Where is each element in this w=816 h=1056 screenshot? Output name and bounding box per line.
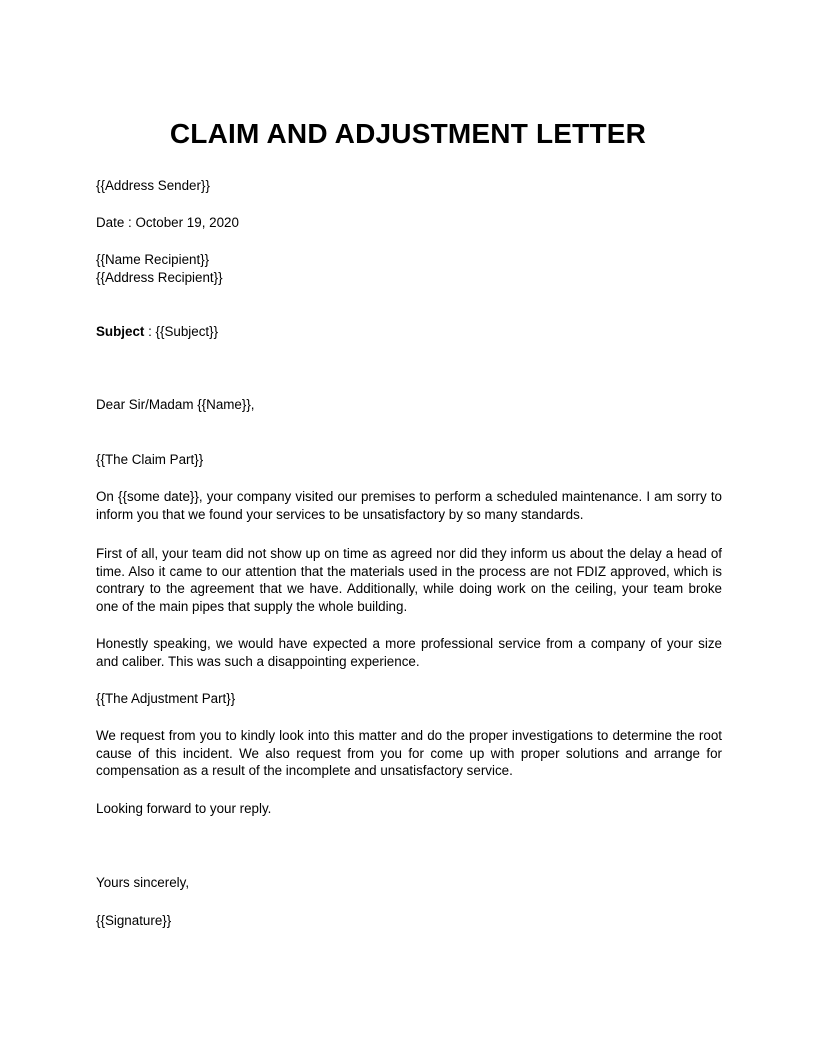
claim-paragraph-2: First of all, your team did not show up on time as agreed nor did they inform us about the delay a head of time. Also it came to our attention that the materials used in the process are not FDIZ approved, which is contrary to the agreement that we have. Additionally, while doing work on the ceiling, your team broke one of the main pipes that supply the whole building. — [96, 546, 722, 614]
recipient-name: {{Name Recipient}} — [96, 252, 210, 267]
recipient-address: {{Address Recipient}} — [96, 270, 223, 285]
claim-heading: {{The Claim Part}} — [96, 452, 204, 467]
subject-line — [96, 323, 722, 341]
claim-paragraph-1: On {{some date}}, your company visited our premises to perform a scheduled maintenance. I am sorry to inform you that we found your services to be unsatisfactory by so many standards. — [96, 489, 722, 522]
subject-label: Subject — [96, 324, 145, 339]
letter-title: CLAIM AND ADJUSTMENT LETTER — [169, 118, 647, 149]
subject-value: : {{Subject}} — [144, 324, 219, 339]
sender-address: {{Address Sender}} — [96, 178, 210, 193]
salutation: Dear Sir/Madam {{Name}}, — [96, 397, 255, 412]
sign-off: Yours sincerely, — [96, 875, 190, 890]
closing-line: Looking forward to your reply. — [96, 801, 272, 816]
adjustment-paragraph: We request from you to kindly look into this matter and do the proper investigations to determine the root cause of this incident. We also request from you for come up with proper solutions and arrange for compensation as a result of the incomplete and unsatisfactory service. — [96, 728, 722, 778]
adjustment-heading: {{The Adjustment Part}} — [96, 691, 236, 706]
claim-paragraph-3: Honestly speaking, we would have expected a more professional service from a company of your size and caliber. This was such a disappointing experience. — [96, 636, 722, 669]
signature-placeholder: {{Signature}} — [96, 913, 172, 928]
date-line: Date : October 19, 2020 — [96, 215, 239, 230]
